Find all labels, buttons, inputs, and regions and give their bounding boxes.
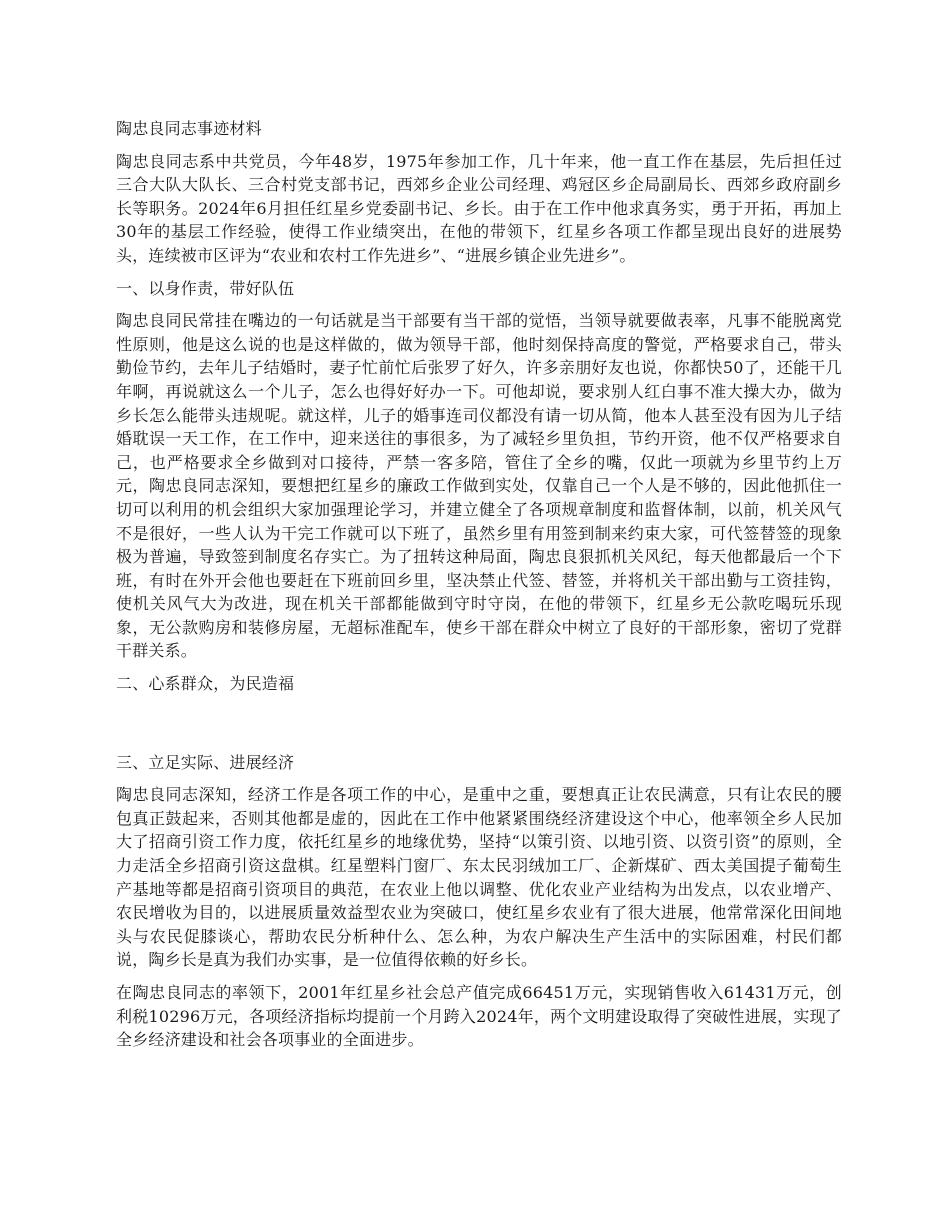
section2-empty-body (116, 705, 842, 751)
section1-heading: 一、以身作责，带好队伍 (116, 278, 295, 298)
section3-paragraph: 陶忠良同志深知，经济工作是各项工作的中心，是重中之重，要想真正让农民满意，只有让农民的腰包真正鼓起来，否则其他都是虚的，因此在工作中他紧紧围绕经济建设这个中心，他率领全乡人民加大了招商引资工作力度，依托红星乡的地缘优势，坚持“以策引资、以地引资、以资引资”的原则，全力走活全乡招商引资这盘棋。红星塑料门窗厂、东太民羽绒加工厂、企新煤矿、西太美国提子葡萄生产基地等都是招商引资项目的典范，在农业上他以调整、优化农业产业结构为出发点，以农业增产、农民增收为目的，以进展质量效益型农业为突破口，使红星乡农业有了很大进展，他常常深化田间地头与农民促膝谈心，帮助农民分析种什么、怎么种，为农户解决生产生活中的实际困难，村民们都说，陶乡长是真为我们办实事，是一位值得依赖的好乡长。 (116, 785, 842, 970)
closing-paragraph: 在陶忠良同志的率领下，2001年红星乡社会总产值完成66451万元，实现销售收入61431万元，创利税10296万元，各项经济指标均提前一个月跨入2024年，两个文明建设取得了突破性进展，实现了全乡经济建设和社会各项事业的全面进步。 (116, 983, 842, 1050)
document-page (116, 117, 842, 1061)
section1-paragraph: 陶忠良同民常挂在嘴边的一句话就是当干部要有当干部的觉悟，当领导就要做表率，凡事不能脱离党性原则，他是这么说的也是这样做的，做为领导干部，他时刻保持高度的警觉，严格要求自己，带头勤俭节约，去年儿子结婚时，妻子忙前忙后张罗了好久，许多亲朋好友也说，你都快50了，还能干几年啊，再说就这么一个儿子，怎么也得好好办一下。可他却说，要求别人红白事不准大操大办，做为乡长怎么能带头违规呢。就这样，儿子的婚事连司仪都没有请一切从简，他本人甚至没有因为儿子结婚耽误一天工作，在工作中，迎来送往的事很多，为了减轻乡里负担，节约开资，他不仅严格要求自己，也严格要求全乡做到对口接待，严禁一客多陪，管住了全乡的嘴，仅此一项就为乡里节约上万元，陶忠良同志深知，要想把红星乡的廉政工作做到实处，仅靠自己一个人是不够的，因此他抓住一切可以利用的机会组织大家加强理论学习，并建立健全了各项规章制度和监督体制，以前，机关风气不是很好，一些人认为干完工作就可以下班了，虽然乡里有用签到制来约束大家，可代签替签的现象极为普遍，导致签到制度名存实亡。为了扭转这种局面，陶忠良狠抓机关风纪，每天他都最后一个下班，有时在外开会他也要赶在下班前回乡里，坚决禁止代签、替签，并将机关干部出勤与工资挂钩，使机关风气大为改进，现在机关干部都能做到守时守岗，在他的带领下，红星乡无公款吃喝玩乐现象，无公款购房和装修房屋，无超标准配车，使乡干部在群众中树立了良好的干部形象，密切了党群干群关系。 (116, 311, 842, 661)
document-title: 陶忠良同志事迹材料 (116, 119, 262, 138)
intro-paragraph: 陶忠良同志系中共党员，今年48岁，1975年参加工作，几十年来，他一直工作在基层，先后担任过三合大队大队长、三合村党支部书记，西郊乡企业公司经理、鸡冠区乡企局副局长、西郊乡政府副乡长等职务。2024年6月担任红星乡党委副书记、乡长。由于在工作中他求真务实，勇于开拓，再加上30年的基层工作经验，使得工作业绩突出，在他的带领下，红星乡各项工作都呈现出良好的进展势头，连续被市区评为“农业和农村工作先进乡”、“进展乡镇企业先进乡”。 (116, 151, 842, 265)
section2-heading: 二、心系群众，为民造福 (116, 674, 295, 694)
section3-heading: 三、立足实际、进展经济 (116, 752, 295, 772)
